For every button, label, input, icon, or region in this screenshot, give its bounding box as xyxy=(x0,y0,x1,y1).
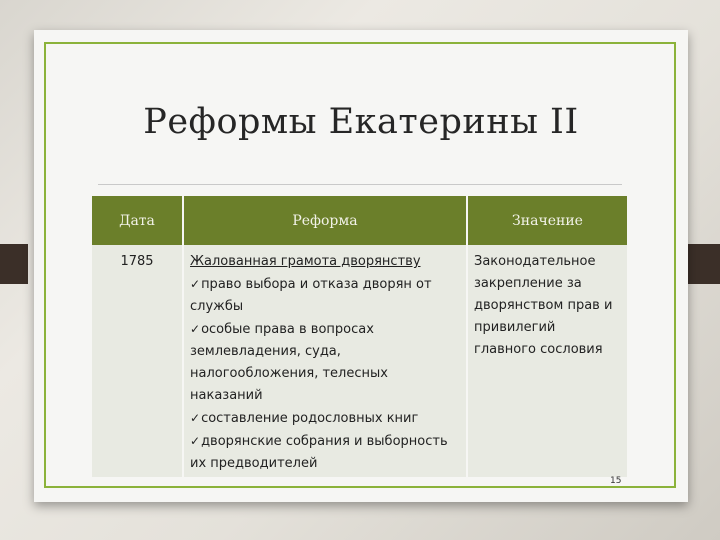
left-decor-bar xyxy=(0,244,28,284)
reform-point xyxy=(190,318,460,407)
reform-title: Жалованная грамота дворянству xyxy=(190,254,421,269)
reform-point-text: особые права в вопросах землевладения, суда, налогообложения, телесных наказаний xyxy=(190,322,388,403)
reforms-table xyxy=(92,196,629,477)
reform-point-text: право выбора и отказа дворян от службы xyxy=(190,277,432,314)
page-number: 15 xyxy=(610,476,622,486)
reform-point-text: составление родословных книг xyxy=(201,411,419,426)
slide xyxy=(34,30,688,502)
title-divider xyxy=(98,184,622,185)
reform-point xyxy=(190,273,460,318)
header-reform: Реформа xyxy=(183,196,467,245)
cell-date: 1785 xyxy=(92,245,183,477)
reform-point-text: дворянские собрания и выборность их предводителей xyxy=(190,434,448,471)
reform-point xyxy=(190,407,460,430)
reform-point xyxy=(190,430,460,475)
slide-title: Реформы Екатерины II xyxy=(143,102,579,142)
cell-reform xyxy=(183,245,467,477)
header-significance: Значение xyxy=(467,196,628,245)
cell-significance: Законодательное закрепление за дворянством прав и привилегий главного сословия xyxy=(467,245,628,477)
table-header-row xyxy=(92,196,628,245)
table-row xyxy=(92,245,628,477)
header-date: Дата xyxy=(92,196,183,245)
